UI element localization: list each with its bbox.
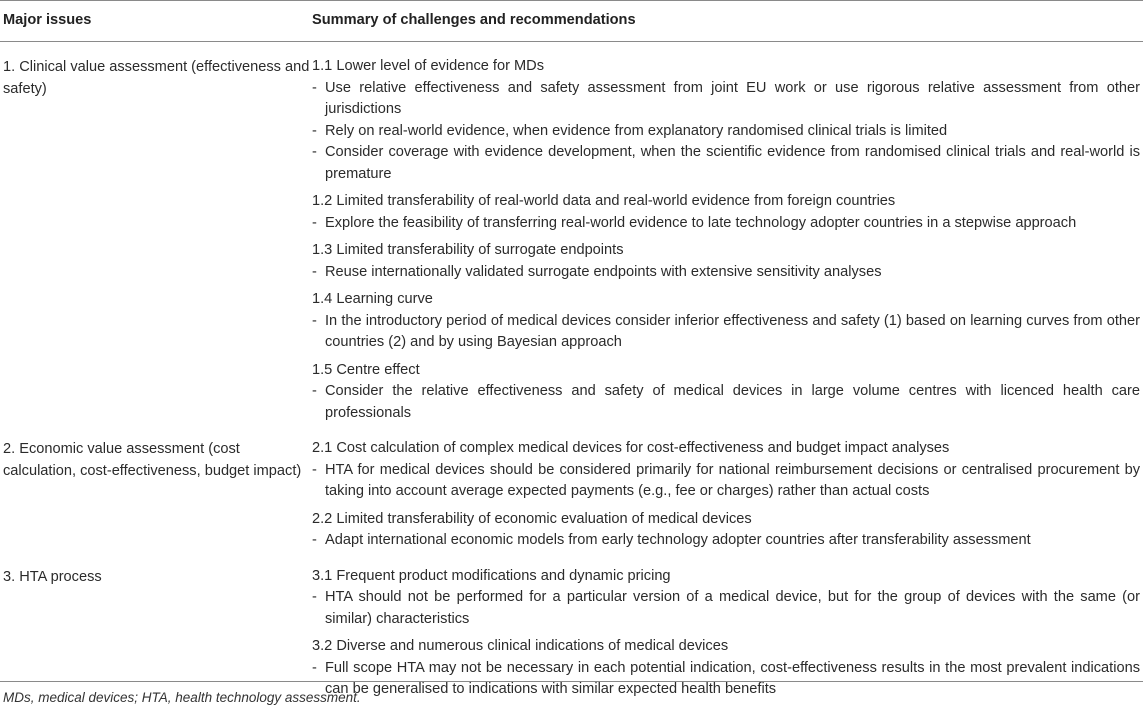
challenge-title: 2.2 Limited transferability of economic evaluation of medical devices xyxy=(312,510,752,527)
challenge-section xyxy=(312,185,1140,234)
challenge-title: 1.3 Limited transferability of surrogate endpoints xyxy=(312,242,624,258)
recommendation-item xyxy=(312,213,1140,235)
header-major-issues: Major issues xyxy=(3,12,92,29)
table-header xyxy=(0,1,1143,41)
challenge-title: 1.2 Limited transferability of real-world data and real-world evidence from foreign countries xyxy=(312,193,896,209)
recommendation-text: HTA should not be performed for a particular version of a medical device, but for the group of devices with the same (or similar) characteristics xyxy=(325,589,1140,627)
recommendation-text: Full scope HTA may not be necessary in each potential indication, cost-effectiveness results in the most prevalent indications can be generalised to indications with similar expected health benefits xyxy=(325,659,1140,697)
table-body xyxy=(0,42,1143,701)
recommendation-text: Adapt international economic models from early technology adopter countries after transferability assessment xyxy=(325,532,1031,548)
challenge-title: 3.1 Frequent product modifications and dynamic pricing xyxy=(312,567,671,584)
recommendation-item xyxy=(312,121,1140,143)
bullet-dash: - xyxy=(312,214,317,231)
challenge-section xyxy=(312,552,1140,631)
recommendation-text: Explore the feasibility of transferring real-world evidence to late technology adopter countries in a stepwise approach xyxy=(325,214,1077,231)
challenge-section xyxy=(312,503,1140,552)
summary-cell xyxy=(312,424,1143,552)
bullet-dash: - xyxy=(312,659,317,676)
recommendation-item xyxy=(312,142,1140,185)
bullet-dash: - xyxy=(312,79,317,96)
recommendation-item xyxy=(312,262,1140,284)
table-row xyxy=(0,424,1143,552)
challenge-title: 1.4 Learning curve xyxy=(312,291,433,307)
challenge-title: 2.1 Cost calculation of complex medical devices for cost-effectiveness and budget impact analyses xyxy=(312,440,950,456)
bullet-dash: - xyxy=(312,312,317,329)
recommendation-text: Rely on real-world evidence, when evidence from explanatory randomised clinical trials is limited xyxy=(325,122,948,139)
recommendation-text: Use relative effectiveness and safety assessment from joint EU work or use rigorous relative assessment from other jurisdictions xyxy=(325,79,1140,117)
challenge-title: 1.1 Lower level of evidence for MDs xyxy=(312,58,544,74)
bullet-dash: - xyxy=(312,589,317,605)
challenge-section xyxy=(312,354,1140,425)
table-row xyxy=(0,42,1143,424)
challenge-section xyxy=(312,283,1140,354)
recommendation-text: In the introductory period of medical devices consider inferior effectiveness and safety (1) based on learning curves from other countries (2) and by using Bayesian approach xyxy=(325,312,1140,350)
bullet-dash: - xyxy=(312,122,317,139)
bullet-dash: - xyxy=(312,383,317,399)
recommendation-item xyxy=(312,658,1140,701)
recommendation-item xyxy=(312,460,1140,503)
bullet-dash: - xyxy=(312,263,317,280)
bullet-dash: - xyxy=(312,144,317,160)
table-footnote: MDs, medical devices; HTA, health technology assessment. xyxy=(3,690,361,705)
challenge-section xyxy=(312,234,1140,283)
recommendation-item xyxy=(312,78,1140,121)
recommendation-item xyxy=(312,381,1140,424)
challenge-title: 1.5 Centre effect xyxy=(312,361,420,378)
challenge-section xyxy=(312,42,1140,185)
recommendation-item xyxy=(312,530,1140,552)
summary-cell xyxy=(312,42,1143,424)
challenge-title: 3.2 Diverse and numerous clinical indications of medical devices xyxy=(312,638,729,654)
bullet-dash: - xyxy=(312,532,317,548)
recommendation-text: HTA for medical devices should be considered primarily for national reimbursement decisions or centralised procurement by taking into account average expected payments (e.g., fee or charges) rather than actual costs xyxy=(325,461,1140,499)
recommendation-item xyxy=(312,587,1140,630)
bullet-dash: - xyxy=(312,461,317,478)
major-issue-cell: 2. Economic value assessment (cost calculation, cost-effectiveness, budget impact) xyxy=(3,441,302,479)
header-summary: Summary of challenges and recommendations xyxy=(312,12,636,29)
bottom-rule xyxy=(0,681,1143,682)
challenge-section xyxy=(312,424,1140,503)
major-issue-cell: 3. HTA process xyxy=(3,568,102,585)
recommendation-text: Reuse internationally validated surrogate endpoints with extensive sensitivity analyses xyxy=(325,263,882,280)
table-row xyxy=(0,552,1143,701)
recommendation-item xyxy=(312,311,1140,354)
recommendation-text: Consider coverage with evidence development, when the scientific evidence from randomised clinical trials and real-world is premature xyxy=(325,144,1140,182)
summary-cell xyxy=(312,552,1143,701)
recommendation-text: Consider the relative effectiveness and safety of medical devices in large volume centres with licenced health care professionals xyxy=(325,383,1140,421)
major-issue-cell: 1. Clinical value assessment (effectiveness and safety) xyxy=(3,59,310,97)
challenge-section xyxy=(312,630,1140,701)
